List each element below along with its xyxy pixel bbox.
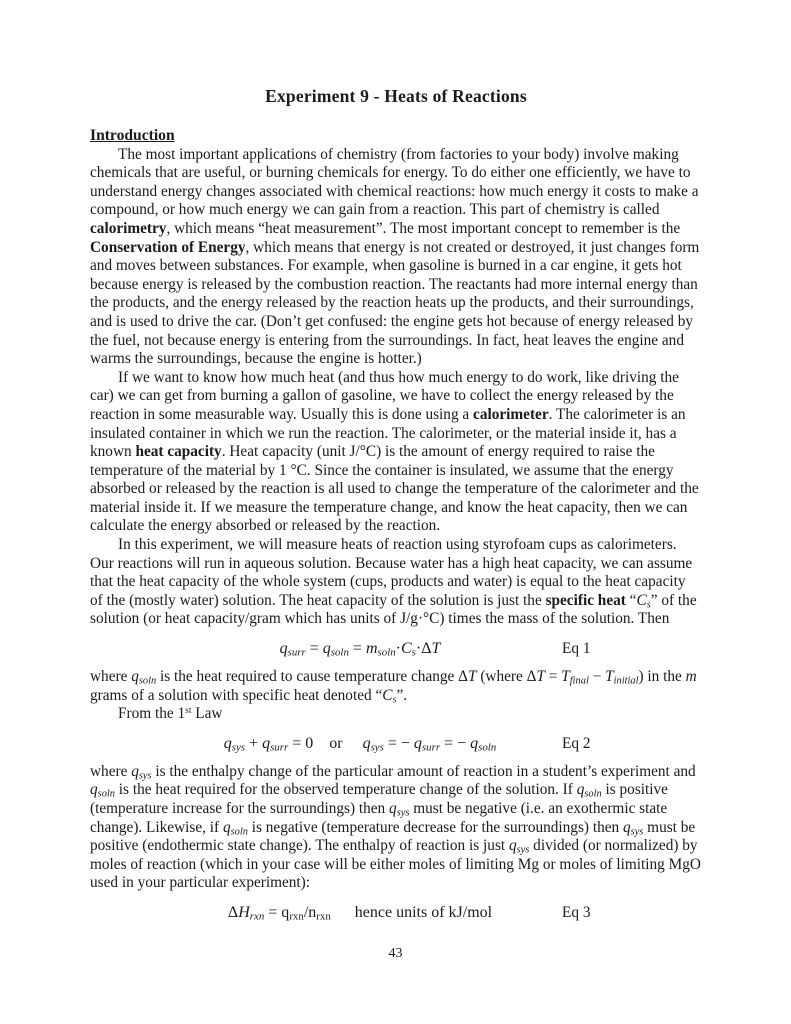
equation-3: [90, 902, 630, 923]
paragraph-intro-1: The most important applications of chemistry (from factories to your body) involve making chemicals that are useful, or burning chemicals for energy. To do either one efficiently, we have to understand energy changes associated with chemical reactions: how much energy it costs to make a compound, or how much energy we can gain from a reaction. This part of chemistry is called calorimetry, which means “heat measurement”. The most important concept to remember is the Conservation of Energy, which means that energy is not created or destroyed, it just changes form and moves between substances. For example, when gasoline is burned in a car engine, it gets hot because energy is released by the combustion reaction. The reactants had more internal energy than the products, and the energy released by the reaction heats up the products, and their surroundings, and is used to drive the car. (Don’t get confused: the engine gets hot because of energy released by the fuel, not because energy is entering from the surroundings. In fact, heat leaves the engine and warms the surroundings, because the engine is hotter.): [90, 145, 700, 368]
equation-1-body: $q_{surr} = q_{soln} = m_{soln}\cdot C_s\cdot\Delta T$: [279, 640, 441, 659]
page-number: 43: [388, 946, 403, 961]
equation-2-label: Eq 2: [562, 734, 591, 752]
paragraph-eq2-explanation: where $q_{sys}$ is the enthalpy change of the particular amount of reaction in a student’s experiment and $q_{soln}$ is the heat required for the observed temperature change of the solution. If $q_{soln}$ is positive (temperature increase for the surroundings) then $q_{sys}$ must be negative (i.e. an exothermic state change). Likewise, if $q_{soln}$ is negative (temperature decrease for the surroundings) then $q_{sys}$ must be positive (endothermic state change). The enthalpy of reaction is just $q_{sys}$ divided (or normalized) by moles of reaction (which in your case will be either moles of limiting Mg or moles of limiting MgO used in your particular experiment):: [90, 762, 701, 892]
paragraph-intro-3: In this experiment, we will measure heats of reaction using styrofoam cups as calorimeters. Our reactions will run in aqueous solution. Because water has a high heat capacity, we can assume that the heat capacity of the whole system (cups, products and water) is equal to the heat capacity of the (mostly water) solution. The heat capacity of the solution is just the specific heat “$C_s$” of the solution (or heat capacity/gram which has units of J/g·°C) times the mass of the solution. Then: [90, 536, 697, 628]
equation-3-label: Eq 3: [562, 903, 591, 921]
paragraph-intro-2: If we want to know how much heat (and thus how much energy to do work, like driving the car) we can get from burning a gallon of gasoline, we have to collect the energy released by the reaction in some measurable way. Usually this is done using a calorimeter. The calorimeter is an insulated container in which we run the reaction. The calorimeter, or the material inside it, has a known heat capacity. Heat capacity (unit J/°C) is the amount of energy required to raise the temperature of the material by 1 °C. Since the container is insulated, we assume that the energy absorbed or released by the reaction is all used to change the temperature of the calorimeter and the material inside it. If we measure the temperature change, and know the heat capacity, then we can calculate the energy absorbed or released by the reaction.: [90, 368, 699, 535]
page-content: [90, 86, 702, 932]
equation-1: [90, 638, 630, 659]
paragraph-first-law: From the 1st Law: [118, 705, 223, 723]
equation-2: [90, 733, 630, 754]
section-heading-introduction: Introduction: [90, 127, 175, 144]
equation-2-body: $q_{sys} + q_{surr} = 0$ or $q_{sys}$ = − $q_{surr}$ = − $q_{soln}$: [223, 734, 497, 754]
equation-3-body: $\Delta H_{rxn} = q_{rxn}/n_{rxn}$ hence units of kJ/mol: [227, 903, 493, 923]
page-title: Experiment 9 - Heats of Reactions: [265, 86, 527, 106]
paragraph-eq1-explanation: where $q_{soln}$ is the heat required to cause temperature change ΔT (where $\Delta T = T_{final} - T_{initial}$) in the m grams of a solution with specific heat denoted “$C_s$”.: [90, 668, 697, 706]
equation-1-label: Eq 1: [562, 640, 591, 658]
